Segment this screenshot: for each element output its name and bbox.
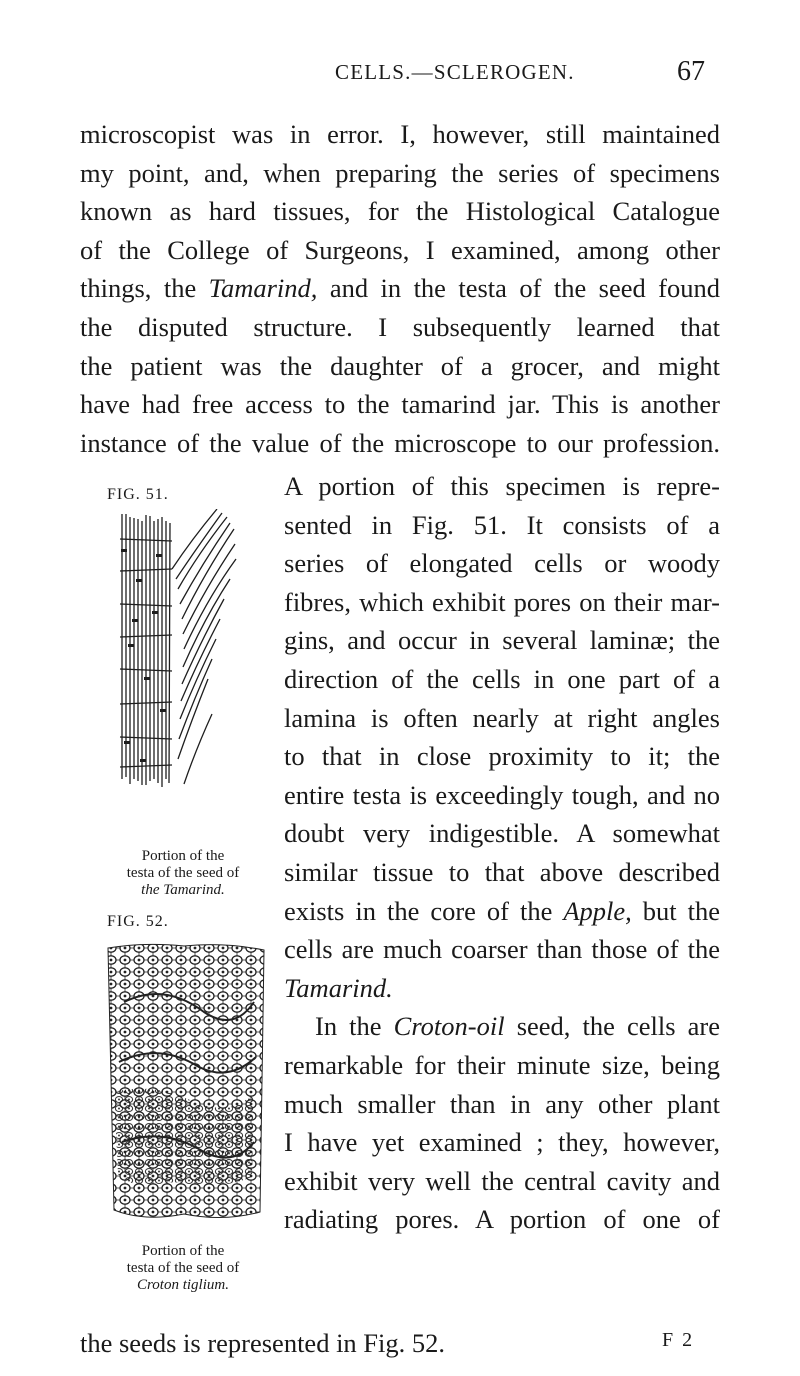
text-line-apple: exists in the core of the Apple, but the [284,895,720,926]
text-line: known as hard tissues, for the Histological Catalogue [80,196,720,227]
right-column-text [284,467,720,1239]
text-line: doubt very indigestible. A somewhat [284,818,720,849]
fig51-illustration [112,509,242,793]
text-line: instance of the value of the microscope to our profession. [80,427,720,458]
fig52-illustration [104,942,268,1222]
text-line-tamarind-italic: Tamarind. [284,972,393,1003]
italic-term: Apple, [563,895,632,926]
text-line: fibres, which exhibit pores on their mar- [284,586,720,617]
text-line: cells are much coarser than those of the [284,934,720,965]
text-line: gins, and occur in several laminæ; the [284,625,720,656]
caption-line: Portion of the [141,848,225,864]
signature-mark: F 2 [662,1329,695,1351]
italic-term: Tamarind, [208,273,318,304]
page-number: 67 [677,56,705,87]
text-line: I have yet examined ; they, however, [284,1127,720,1158]
text-line: lamina is often nearly at right angles [284,702,720,733]
fig51-caption [98,848,268,899]
caption-line: testa of the seed of [126,865,240,881]
text-line: sented in Fig. 51. It consists of a [284,509,720,540]
text-line: series of elongated cells or woody [284,548,720,579]
text-line: to that in close proximity to it; the [284,741,720,772]
text-line: A portion of this specimen is repre- [284,471,720,501]
caption-line: Portion of the [141,1243,225,1259]
text-line: much smaller than in any other plant [284,1088,720,1119]
text-line: similar tissue to that above described [284,856,720,887]
final-line: the seeds is represented in Fig. 52. [80,1328,446,1358]
text-line: exhibit very well the central cavity and [284,1165,720,1196]
caption-line: testa of the seed of [126,1260,240,1276]
text-line: entire testa is exceedingly tough, and no [284,779,720,810]
text-line: have had free access to the tamarind jar. This is another [80,389,720,420]
text-line-tamarind: things, the Tamarind, and in the testa of the seed found [80,273,721,304]
running-title: CELLS.—SCLEROGEN. [335,60,575,84]
text-line-croton: In the Croton-oil seed, the cells are [315,1011,721,1042]
text-line: remarkable for their minute size, being [284,1049,720,1080]
text-line: microscopist was in error. I, however, still maintained [80,119,720,149]
fig52-caption [98,1243,268,1294]
fig52-label: FIG. 52. [107,913,169,930]
text-line: the patient was the daughter of a grocer, and might [80,350,720,381]
top-paragraph [80,115,720,462]
caption-line: the Tamarind. [141,882,225,898]
text-line: the disputed structure. I subsequently learned that [80,311,720,342]
text-line: direction of the cells in one part of a [284,663,720,694]
page-header [0,56,800,96]
fig51-label: FIG. 51. [107,486,169,503]
text-line: radiating pores. A portion of one of [284,1204,720,1235]
text-line: my point, and, when preparing the series of specimens [80,157,720,188]
caption-line: Croton tiglium. [137,1277,229,1293]
text-line: of the College of Surgeons, I examined, among other [80,234,720,265]
italic-term: Croton-oil [393,1011,505,1042]
